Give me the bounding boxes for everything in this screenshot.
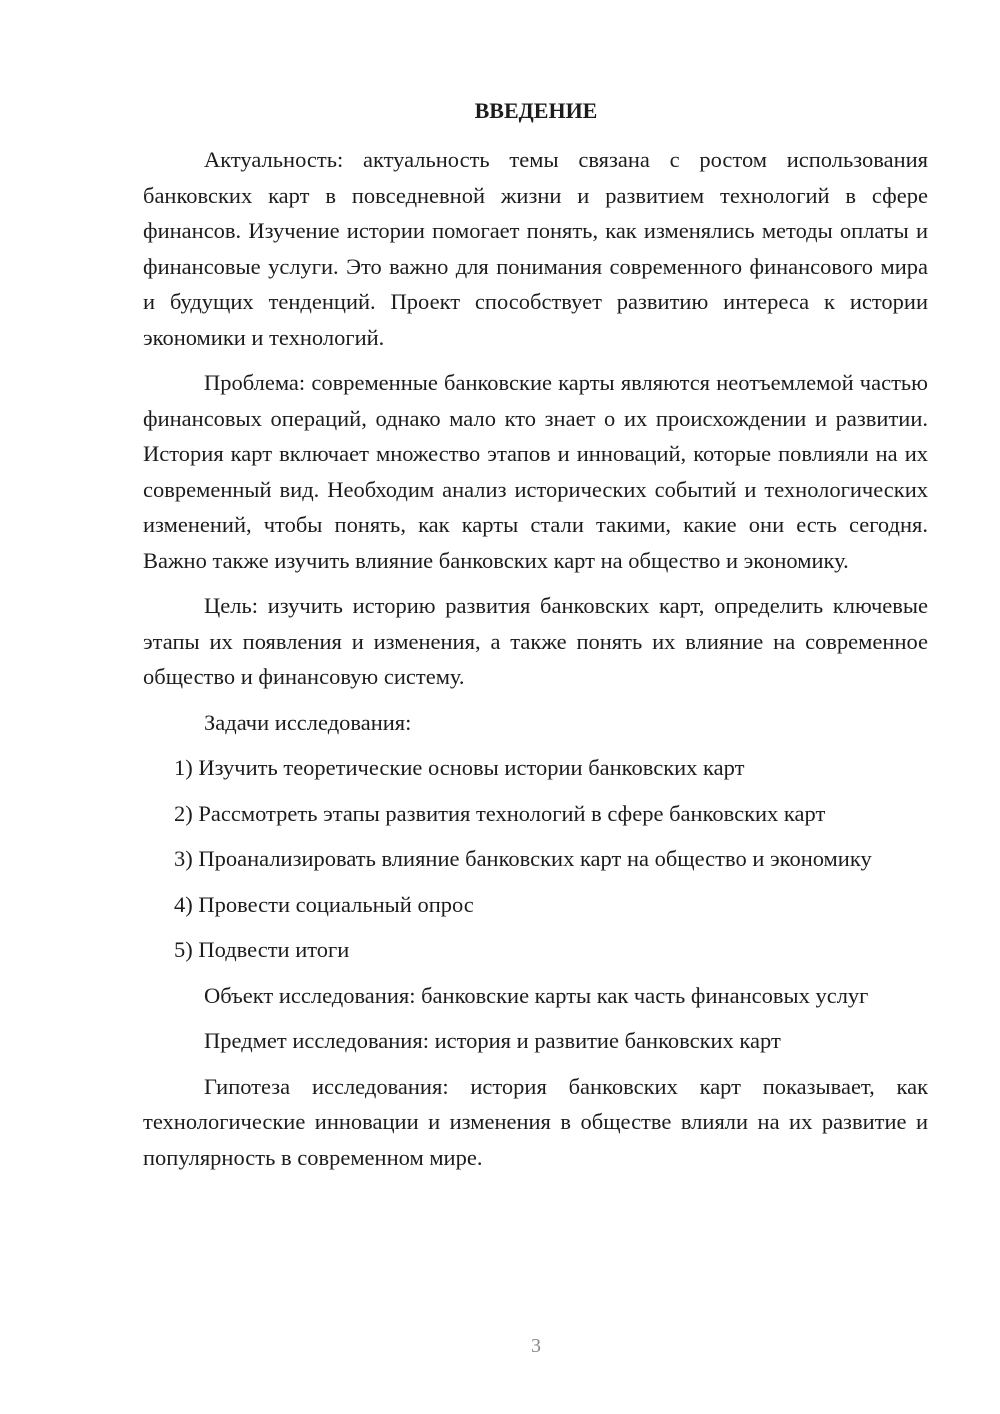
task-item: 4) Провести социальный опрос — [174, 891, 474, 917]
task-item: 1) Изучить теоретические основы истории банковских карт — [174, 755, 745, 780]
page-number: 3 — [531, 1335, 541, 1357]
paragraph-tasks-heading: Задачи исследования: — [204, 709, 412, 735]
paragraph-subject: Предмет исследования: история и развитие банковских карт — [204, 1028, 781, 1053]
task-item: 3) Проанализировать влияние банковских карт на общество и экономику — [174, 846, 872, 871]
paragraph-goal: Цель: изучить историю развития банковских карт, определить ключевые этапы их появления и изменения, а также понять их влияние на современное общество и финансовую систему. — [143, 593, 928, 689]
task-item: 2) Рассмотреть этапы развития технологий в сфере банковских карт — [174, 800, 826, 826]
task-item: 5) Подвести итоги — [174, 937, 350, 962]
paragraph-problem: Проблема: современные банковские карты являются неотъемлемой частью финансовых операций, однако мало кто знает о их происхождении и развитии. История карт включает множество этапов и инноваций, которые повлияли на их современный вид. Необходим анализ исторических событий и технологических изменений, чтобы понять, как карты стали такими, какие они есть сегодня. Важно также изучить влияние банковских карт на общество и экономику. — [143, 370, 928, 573]
paragraph-hypothesis: Гипотеза исследования: история банковских карт показывает, как технологические инновации и изменения в обществе влияли на их развитие и популярность в современном мире. — [143, 1073, 928, 1170]
paragraph-object: Объект исследования: банковские карты как часть финансовых услуг — [204, 982, 869, 1008]
document-body — [143, 142, 928, 1185]
page-title: ВВЕДЕНИЕ — [474, 98, 598, 123]
paragraph-relevance: Актуальность: актуальность темы связана с ростом использования банковских карт в повседневной жизни и развитием технологий в сфере финансов. Изучение истории помогает понять, как изменялись методы оплаты и финансовые услуги. Это важно для понимания современного финансового мира и будущих тенденций. Проект способствует развитию интереса к истории экономики и технологий. — [143, 147, 928, 350]
